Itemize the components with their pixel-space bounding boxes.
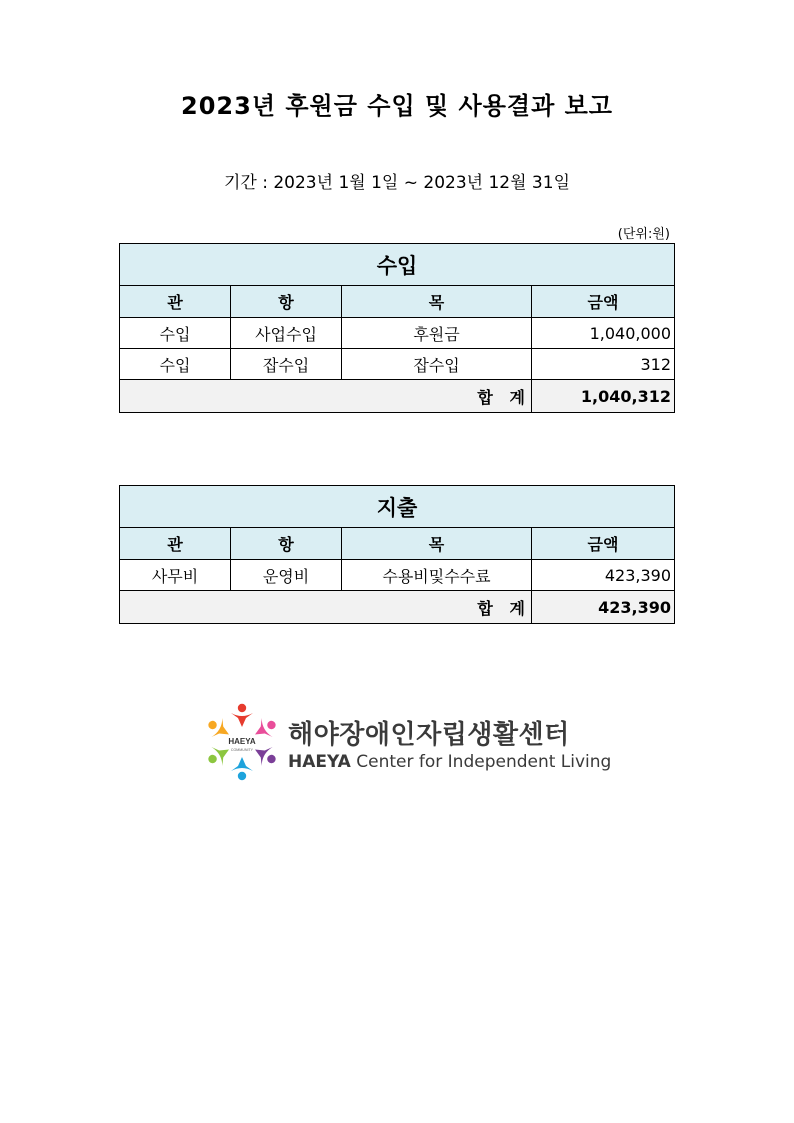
column-header: 항 (231, 286, 342, 318)
gwan-cell: 수입 (120, 349, 231, 380)
table-row (120, 318, 675, 349)
unit-label: (단위:원) (617, 227, 670, 242)
income-header-row (120, 286, 675, 318)
income-table (119, 243, 675, 413)
total-label: 합 계 (120, 380, 532, 413)
expense-total-row (120, 591, 675, 624)
expense-section-title: 지출 (120, 486, 675, 528)
table-row (120, 349, 675, 380)
logo-english-rest: Center for Independent Living (356, 752, 612, 772)
hang-cell: 사업수입 (231, 318, 342, 349)
column-header: 금액 (532, 528, 675, 560)
emblem-subtext: COMMUNITY (230, 748, 254, 752)
mok-cell: 잡수입 (342, 349, 532, 380)
hang-cell: 잡수입 (231, 349, 342, 380)
income-total-row (120, 380, 675, 413)
gwan-cell: 수입 (120, 318, 231, 349)
amount-cell: 312 (532, 349, 675, 380)
mok-cell: 후원금 (342, 318, 532, 349)
logo-english-bold: HAEYA (288, 752, 351, 772)
column-header: 목 (342, 528, 532, 560)
report-period: 기간 : 2023년 1월 1일 ~ 2023년 12월 31일 (223, 173, 570, 193)
mok-cell: 수용비및수수료 (342, 560, 532, 591)
hang-cell: 운영비 (231, 560, 342, 591)
expense-header-row (120, 528, 675, 560)
table-row (120, 560, 675, 591)
column-header: 관 (120, 286, 231, 318)
column-header: 항 (231, 528, 342, 560)
emblem-person (231, 757, 253, 780)
emblem-person (231, 704, 253, 727)
column-header: 금액 (532, 286, 675, 318)
total-label: 합 계 (120, 591, 532, 624)
amount-cell: 1,040,000 (532, 318, 675, 349)
report-title: 2023년 후원금 수입 및 사용결과 보고 (181, 92, 613, 120)
income-section-title: 수입 (120, 244, 675, 286)
logo-english-name (288, 752, 611, 772)
total-amount: 423,390 (532, 591, 675, 624)
total-amount: 1,040,312 (532, 380, 675, 413)
amount-cell: 423,390 (532, 560, 675, 591)
logo-korean-name: 해야장애인자립생활센터 (288, 720, 570, 750)
column-header: 관 (120, 528, 231, 560)
people-circle-emblem-icon (202, 700, 282, 784)
expense-table (119, 485, 675, 624)
emblem-text: HAEYA (228, 737, 256, 746)
gwan-cell: 사무비 (120, 560, 231, 591)
column-header: 목 (342, 286, 532, 318)
organization-logo (202, 700, 612, 784)
